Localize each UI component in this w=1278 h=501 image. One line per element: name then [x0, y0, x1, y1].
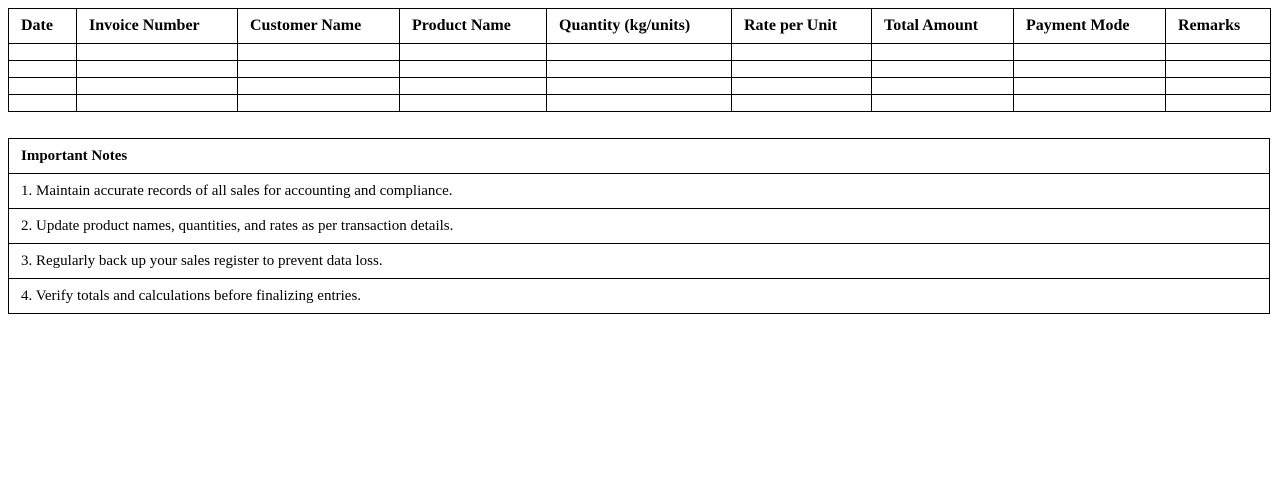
column-header-customer-name: Customer Name [238, 9, 400, 44]
table-row [9, 95, 1271, 112]
note-row [9, 279, 1270, 314]
table-cell [547, 78, 732, 95]
notes-heading-row [9, 139, 1270, 174]
table-cell [238, 95, 400, 112]
table-cell [77, 95, 238, 112]
table-cell [1166, 95, 1271, 112]
table-cell [77, 78, 238, 95]
table-cell [77, 44, 238, 61]
table-cell [732, 78, 872, 95]
table-cell [732, 95, 872, 112]
table-row [9, 44, 1271, 61]
table-cell [9, 78, 77, 95]
note-item: 1. Maintain accurate records of all sales for accounting and compliance. [9, 174, 1270, 209]
column-header-payment-mode: Payment Mode [1014, 9, 1166, 44]
table-row [9, 61, 1271, 78]
table-cell [872, 95, 1014, 112]
table-cell [547, 44, 732, 61]
table-cell [1014, 61, 1166, 78]
table-cell [1166, 61, 1271, 78]
table-cell [9, 95, 77, 112]
table-cell [400, 61, 547, 78]
note-row [9, 209, 1270, 244]
table-cell [400, 44, 547, 61]
table-cell [9, 61, 77, 78]
table-row [9, 78, 1271, 95]
column-header-remarks: Remarks [1166, 9, 1271, 44]
note-item: 3. Regularly back up your sales register to prevent data loss. [9, 244, 1270, 279]
note-item: 4. Verify totals and calculations before finalizing entries. [9, 279, 1270, 314]
table-cell [547, 61, 732, 78]
column-header-rate-per-unit: Rate per Unit [732, 9, 872, 44]
important-notes-table [8, 138, 1270, 314]
table-cell [732, 61, 872, 78]
note-row [9, 244, 1270, 279]
table-cell [400, 78, 547, 95]
note-item: 2. Update product names, quantities, and rates as per transaction details. [9, 209, 1270, 244]
table-cell [1166, 44, 1271, 61]
table-cell [1166, 78, 1271, 95]
table-cell [238, 61, 400, 78]
column-header-quantity: Quantity (kg/units) [547, 9, 732, 44]
column-header-date: Date [9, 9, 77, 44]
column-header-total-amount: Total Amount [872, 9, 1014, 44]
table-cell [77, 61, 238, 78]
table-cell [400, 95, 547, 112]
table-cell [872, 78, 1014, 95]
table-cell [1014, 44, 1166, 61]
table-cell [872, 61, 1014, 78]
note-row [9, 174, 1270, 209]
column-header-invoice-number: Invoice Number [77, 9, 238, 44]
table-cell [732, 44, 872, 61]
sales-register-table [8, 8, 1271, 112]
table-cell [872, 44, 1014, 61]
table-cell [238, 44, 400, 61]
column-header-product-name: Product Name [400, 9, 547, 44]
document-page [8, 8, 1270, 314]
table-cell [1014, 78, 1166, 95]
table-cell [238, 78, 400, 95]
header-row [9, 9, 1271, 44]
notes-heading: Important Notes [9, 139, 1270, 174]
table-cell [547, 95, 732, 112]
table-cell [9, 44, 77, 61]
table-cell [1014, 95, 1166, 112]
